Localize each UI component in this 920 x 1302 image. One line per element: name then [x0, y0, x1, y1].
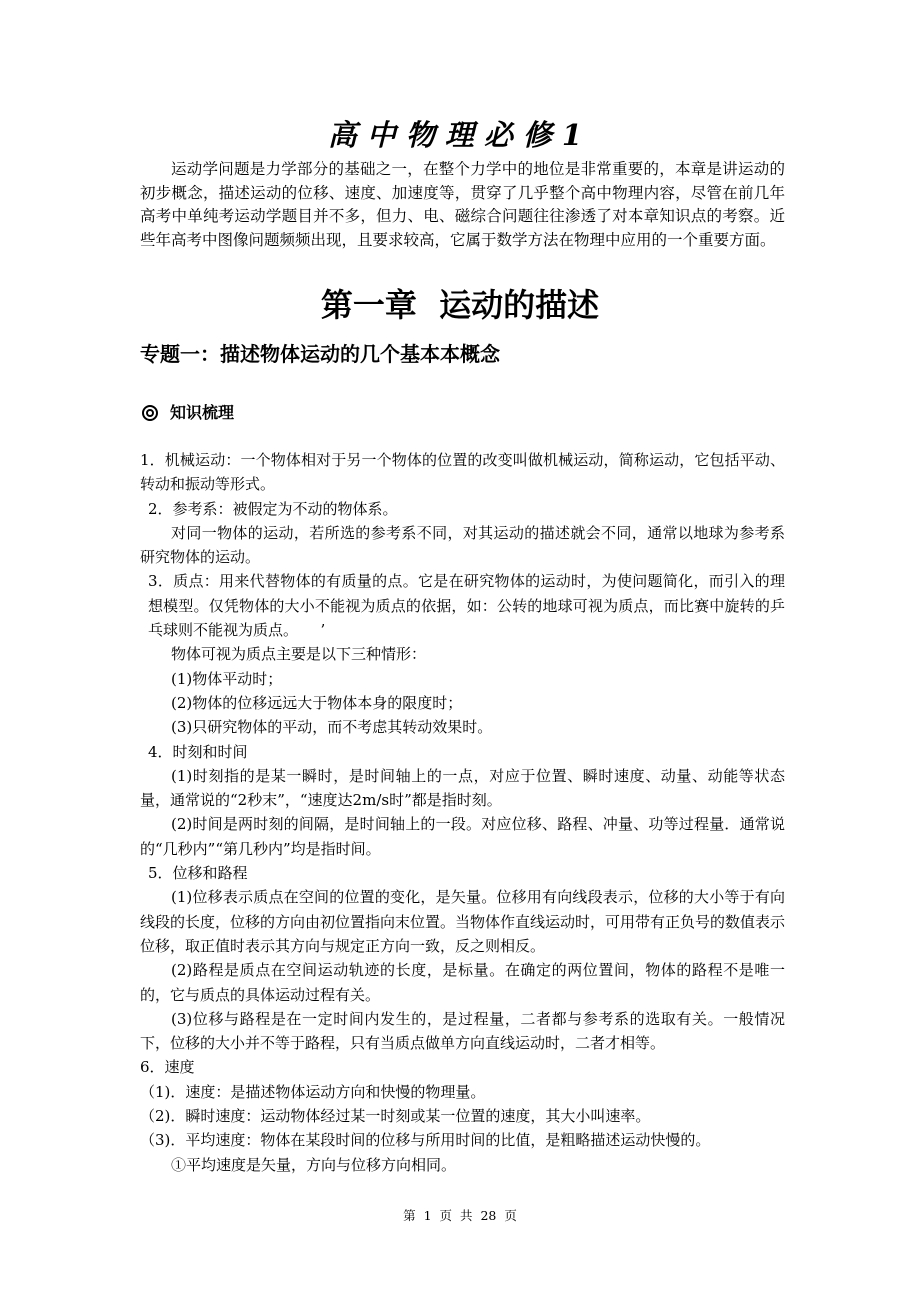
paragraph: (3)位移与路程是在一定时间内发生的，是过程量，二者都与参考系的选取有关。一般情况下，位移的大小并不等于路程，只有当质点做单方向直线运动时，二者才相等。 [140, 1009, 785, 1053]
paragraph: ①平均速度是矢量，方向与位移方向相同。 [171, 1155, 457, 1174]
paragraph: 6．速度 [140, 1058, 195, 1077]
paragraph: （3)．平均速度：物体在某段时间的位移与所用时间的比值，是粗略描述运动快慢的。 [140, 1131, 711, 1150]
paragraph: (2)路程是质点在空间运动轨迹的长度，是标量。在确定的两位置间，物体的路程不是唯一的，它与质点的具体运动过程有关。 [140, 961, 785, 1004]
paragraph: (3)只研究物体的平动，而不考虑其转动效果时。 [171, 718, 493, 737]
paragraph: 3．质点：用来代替物体的有质量的点。它是在研究物体的运动时，为使问题简化，而引入的理想模型。仅凭物体的大小不能视为质点的依据，如：公转的地球可视为质点，而比赛中旋转的乒乓球则不能视为质点。 ’ [148, 572, 785, 640]
paragraph: 4．时刻和时间 [148, 742, 248, 761]
intro-paragraph: 运动学问题是力学部分的基础之一，在整个力学中的地位是非常重要的，本章是讲运动的初步概念，描述运动的位移、速度、加速度等，贯穿了几乎整个高中物理内容，尽管在前几年高考中单纯考运动学题目并不多，但力、电、磁综合问题往往渗透了对本章知识点的考察。近些年高考中图像问题频频出现，且要求较高，它属于数学方法在物理中应用的一个重要方面。 [140, 160, 785, 249]
paragraph: 1．机械运动：一个物体相对于另一个物体的位置的改变叫做机械运动，简称运动，它包括平动、转动和振动等形式。 [140, 451, 785, 494]
paragraph: (1)时刻指的是某一瞬时，是时间轴上的一点，对应于位置、瞬时速度、动量、动能等状态量，通常说的“2秒末”，“速度达2m/s时”都是指时刻。 [140, 766, 785, 810]
paragraph: (2)物体的位移远远大于物体本身的限度时； [171, 693, 463, 712]
document-title: 高中物理必修1 [327, 118, 593, 152]
paragraph: （2)．瞬时速度：运动物体经过某一时刻或某一位置的速度，其大小叫速率。 [140, 1107, 651, 1126]
paragraph: (1)物体平动时； [171, 669, 283, 688]
section-heading [140, 399, 234, 427]
page-footer: 第 1 页 共 28 页 [403, 1208, 517, 1223]
body-text [140, 448, 785, 1177]
paragraph: (2)时间是两时刻的间隔，是时间轴上的一段。对应位移、路程、冲量、功等过程量．通常说的“几秒内”“第几秒内”均是指时间。 [140, 815, 785, 858]
paragraph: 2．参考系：被假定为不动的物体系。 [148, 499, 398, 518]
paragraph: （1)．速度：是描述物体运动方向和快慢的物理量。 [140, 1082, 486, 1101]
paragraph: 物体可视为质点主要是以下三种情形： [171, 645, 427, 664]
paragraph: (1)位移表示质点在空间的位置的变化，是矢量。位移用有向线段表示，位移的大小等于有向线段的长度，位移的方向由初位置指向末位置。当物体作直线运动时，可用带有正负号的数值表示位移，取正值时表示其方向与规定正方向一致，反之则相反。 [140, 888, 786, 955]
paragraph: 5．位移和路程 [148, 864, 248, 883]
bullseye-icon [142, 405, 158, 421]
topic-heading: 专题一：描述物体运动的几个基本本概念 [140, 342, 500, 366]
chapter-heading: 第一章 运动的描述 [320, 286, 600, 324]
paragraph: 对同一物体的运动，若所选的参考系不同，对其运动的描述就会不同，通常以地球为参考系研究物体的运动。 [140, 523, 785, 567]
section-label: 知识梳理 [170, 403, 235, 422]
